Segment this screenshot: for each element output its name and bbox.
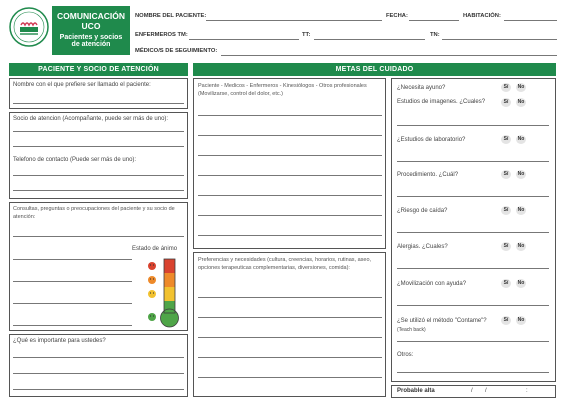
preferences-box[interactable] — [193, 252, 386, 397]
preferred-name-box[interactable] — [9, 78, 188, 109]
contact-phone-line-1 — [13, 175, 184, 176]
mobilization-question: ¿Movilización con ayuda? — [397, 281, 467, 287]
subtitle-line1: Pacientes y socios — [59, 34, 123, 41]
care-team-line-3 — [198, 155, 382, 156]
care-partner-line-1 — [13, 131, 184, 132]
lab-no[interactable]: No — [517, 136, 525, 142]
fasting-no[interactable]: No — [517, 84, 525, 90]
others-label: Otros: — [397, 352, 414, 358]
imaging-line[interactable] — [397, 125, 549, 126]
procedure-no[interactable]: No — [517, 171, 525, 177]
discharge-label: Probable alta — [397, 388, 435, 394]
contact-phone-line-2 — [13, 190, 184, 191]
care-partner-box[interactable] — [9, 112, 188, 199]
room-label: HABITACIÓN: — [463, 13, 501, 19]
concerns-line-3 — [13, 281, 132, 282]
allergies-yes[interactable]: Sí — [501, 242, 511, 251]
neutral-face-icon — [148, 290, 156, 298]
teach-back-no[interactable]: No — [517, 317, 525, 323]
lab-yes[interactable]: Sí — [501, 135, 511, 144]
checklist-box — [391, 78, 556, 382]
goals-section-header: METAS DEL CUIDADO — [193, 63, 556, 76]
patient-name-label: NOMBRE DEL PACIENTE: — [135, 13, 207, 19]
important-label: ¿Qué es importante para ustedes? — [13, 338, 106, 344]
teach-back-yes[interactable]: Sí — [501, 316, 511, 325]
title-block — [52, 6, 130, 55]
patient-section-header: PACIENTE Y SOCIO DE ATENCIÓN — [9, 63, 188, 76]
mood-thermometer[interactable] — [144, 255, 186, 329]
nurses-line[interactable] — [189, 39, 299, 40]
important-box[interactable] — [9, 334, 188, 397]
allergies-question: Alergias. ¿Cuales? — [397, 244, 448, 250]
procedure-line[interactable] — [397, 196, 549, 197]
tn-line[interactable] — [442, 39, 557, 40]
care-team-line-5 — [198, 195, 382, 196]
teach-back-question: ¿Se utilizó el método "Contame"? — [397, 318, 487, 324]
discharge-sep-2: / — [485, 388, 487, 394]
room-line[interactable] — [504, 20, 557, 21]
title-line1: COMUNICACIÓN — [57, 11, 125, 21]
care-team-line-7 — [198, 235, 382, 236]
hospital-logo — [9, 7, 49, 47]
concerns-line-2 — [13, 259, 132, 260]
procedure-yes[interactable]: Sí — [501, 170, 511, 179]
allergies-line[interactable] — [397, 268, 549, 269]
important-line-2 — [13, 373, 184, 374]
concerns-label: Consultas, preguntas o preocupaciones del paciente y su socio de atención: — [13, 206, 175, 220]
fall-risk-line[interactable] — [397, 232, 549, 233]
patient-name-line[interactable] — [206, 20, 382, 21]
imaging-no[interactable]: No — [517, 99, 525, 105]
happy-face-icon — [148, 313, 156, 321]
care-team-line-4 — [198, 175, 382, 176]
concerns-box[interactable] — [9, 202, 188, 331]
sad-face-icon — [148, 276, 156, 284]
subtitle-line2: de atención — [71, 41, 111, 48]
care-team-line-6 — [198, 215, 382, 216]
fasting-yes[interactable]: Sí — [501, 83, 511, 92]
mobilization-line[interactable] — [397, 305, 549, 306]
preferences-label: Preferencias y necesidades (cultura, creencias, horarios, rutinas, aseo, opciones terapeuticas complementarias, diversiones, comida): — [198, 257, 372, 271]
date-line[interactable] — [409, 20, 459, 21]
teach-back-sub: (Teach back) — [397, 327, 426, 333]
imaging-question: Estudios de imagenes. ¿Cuales? — [397, 99, 486, 105]
teach-back-line[interactable] — [397, 341, 549, 342]
care-partner-line-2 — [13, 146, 184, 147]
angry-face-icon — [148, 262, 156, 270]
nurses-label: ENFERMEROS TM: — [135, 32, 188, 38]
important-line-3 — [13, 389, 184, 390]
hospital-logo-icon — [9, 7, 49, 47]
tn-label: TN: — [430, 32, 440, 38]
fasting-question: ¿Necesita ayuno? — [397, 85, 446, 91]
concerns-line-4 — [13, 303, 132, 304]
care-partner-label: Socio de atencion (Acompañante, puede ser más de uno): — [13, 116, 169, 122]
important-line-1 — [13, 357, 184, 358]
concerns-line-5 — [13, 325, 132, 326]
procedure-question: Procedimiento. ¿Cuál? — [397, 172, 459, 178]
care-team-line-2 — [198, 135, 382, 136]
tt-line[interactable] — [314, 39, 425, 40]
fall-risk-no[interactable]: No — [517, 207, 525, 213]
concerns-line-1 — [13, 236, 184, 237]
care-team-line-1 — [198, 115, 382, 116]
lab-question: ¿Estudios de laboratorio? — [397, 137, 466, 143]
preferred-name-label: Nombre con el que prefiere ser llamado el paciente: — [13, 82, 151, 88]
lab-line[interactable] — [397, 161, 549, 162]
preferences-line-5 — [198, 377, 382, 378]
doctors-line[interactable] — [221, 55, 557, 56]
date-label: FECHA: — [386, 13, 408, 19]
preferences-line-2 — [198, 317, 382, 318]
mood-label: Estado de ánimo — [132, 246, 178, 252]
discharge-sep-1: / — [471, 388, 473, 394]
care-team-box[interactable] — [193, 78, 386, 249]
mobilization-yes[interactable]: Sí — [501, 279, 511, 288]
preferences-line-4 — [198, 357, 382, 358]
fall-risk-yes[interactable]: Sí — [501, 206, 511, 215]
discharge-sep-3: : — [526, 388, 528, 394]
preferred-name-line — [13, 103, 184, 104]
fall-risk-question: ¿Riesgo de caída? — [397, 208, 448, 214]
doctors-label: MÉDICO/S DE SEGUIMIENTO: — [135, 48, 218, 54]
allergies-no[interactable]: No — [517, 243, 525, 249]
discharge-box[interactable] — [391, 385, 556, 398]
title-line2: UCO — [81, 21, 101, 31]
tt-label: TT: — [302, 32, 311, 38]
preferences-line-3 — [198, 337, 382, 338]
care-team-label: Paciente - Medicos - Enfermeros - Kinesiólogos - Otros profesionales (Movilizarse, control del dolor, etc.) — [198, 83, 367, 97]
preferences-line-1 — [198, 297, 382, 298]
contact-phone-label: Telefono de contacto (Puede ser más de uno): — [13, 157, 137, 163]
others-line[interactable] — [397, 372, 549, 373]
imaging-yes[interactable]: Sí — [501, 98, 511, 107]
mobilization-no[interactable]: No — [517, 280, 525, 286]
